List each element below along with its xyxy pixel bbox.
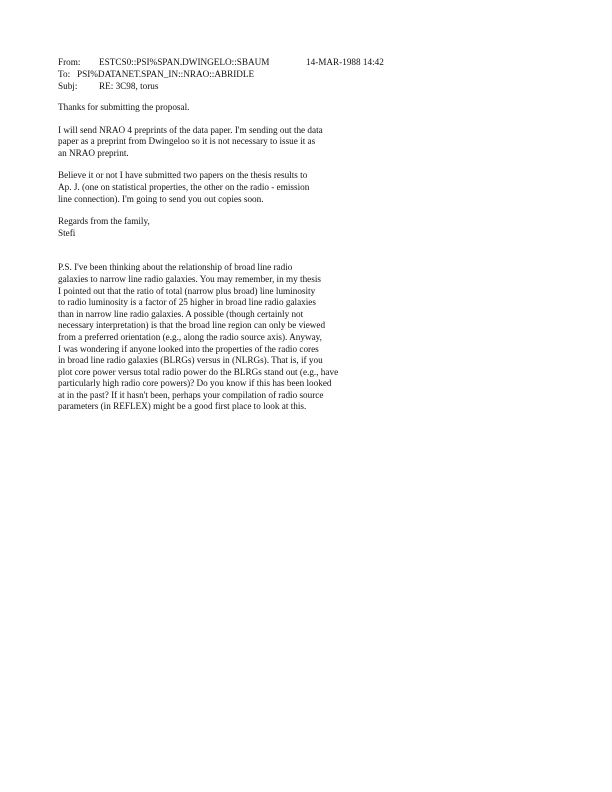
from-row — [58, 56, 558, 68]
text-line: to radio luminosity is a factor of 25 higher in broad line radio galaxies — [58, 297, 316, 308]
text-line: I was wondering if anyone looked into the properties of the radio cores — [58, 343, 319, 354]
text-line: in broad line radio galaxies (BLRGs) versus in (NLRGs). That is, if you — [58, 355, 323, 366]
paragraph-papers — [58, 170, 558, 205]
date-value: 14-MAR-1988 14:42 — [306, 57, 384, 67]
text-line: I will send NRAO 4 preprints of the data paper. I'm sending out the data — [58, 124, 323, 135]
text-line: P.S. I've been thinking about the relationship of broad line radio — [58, 262, 293, 273]
text-line: parameters (in REFLEX) might be a good first place to look at this. — [58, 401, 307, 412]
text-line: particularly high radio core powers)? Do you know if this has been looked — [58, 378, 332, 389]
to-label: To: — [58, 69, 71, 79]
text-line: paper as a preprint from Dwingeloo so it is not necessary to issue it as — [58, 136, 316, 147]
text-line: an NRAO preprint. — [58, 147, 129, 158]
text-line: galaxies to narrow line radio galaxies. You may remember, in my thesis — [58, 273, 321, 284]
text-line: plot core power versus total radio power do the BLRGs stand out (e.g., have — [58, 366, 339, 377]
paragraph-preprints — [58, 125, 558, 160]
from-value: ESTCS0::PSI%SPAN.DWINGELO::SBAUM — [99, 57, 270, 67]
signature-block — [58, 216, 558, 239]
text-line: necessary interpretation) is that the broad line region can only be viewed — [58, 320, 326, 331]
paragraph-thanks — [58, 102, 558, 114]
email-document — [58, 56, 558, 413]
text-line: line connection). I'm going to send you out copies soon. — [58, 193, 264, 204]
closing-line: Regards from the family, — [58, 216, 150, 227]
to-row — [58, 68, 558, 80]
subject-value: RE: 3C98, torus — [99, 81, 159, 91]
to-value: PSI%DATANET.SPAN_IN::NRAO::ABRIDLE — [77, 69, 255, 79]
text-line: Ap. J. (one on statistical properties, the other on the radio - emission — [58, 181, 310, 192]
signature-name: Stefi — [58, 227, 76, 238]
postscript — [58, 262, 558, 413]
text-line: at in the past? If it hasn't been, perhaps your compilation of radio source — [58, 389, 324, 400]
from-label: From: — [58, 57, 81, 67]
text-line: Thanks for submitting the proposal. — [58, 102, 190, 112]
text-line: I pointed out that the ratio of total (narrow plus broad) line luminosity — [58, 285, 316, 296]
text-line: from a preferred orientation (e.g., along the radio source axis). Anyway, — [58, 331, 322, 342]
text-line: Believe it or not I have submitted two papers on the thesis results to — [58, 170, 308, 181]
subject-label: Subj: — [58, 81, 78, 91]
text-line: than in narrow line radio galaxies. A possible (though certainly not — [58, 308, 304, 319]
subject-row — [58, 80, 558, 92]
